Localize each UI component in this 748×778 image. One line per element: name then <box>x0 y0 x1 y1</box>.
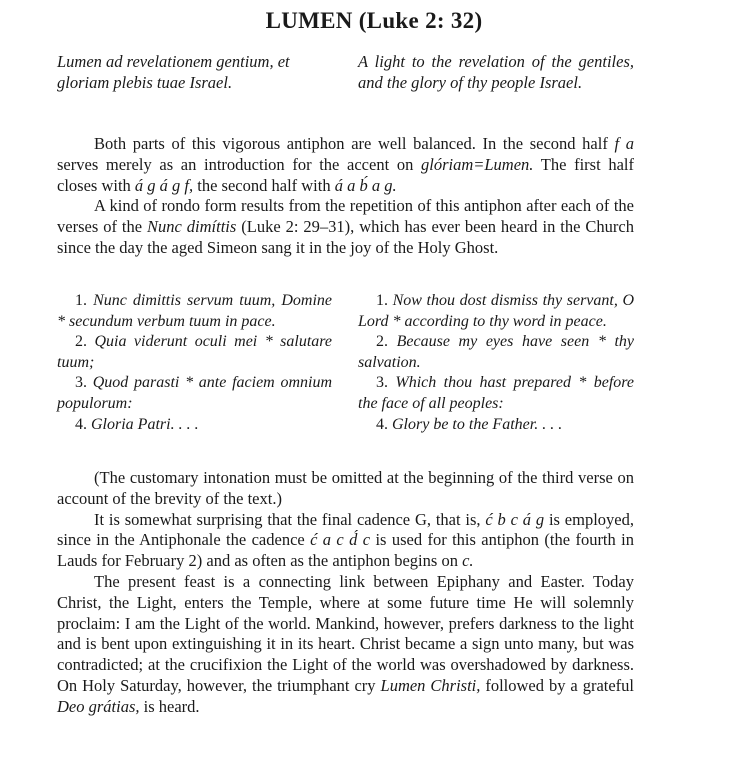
verse-text: Now thou dost dismiss thy servant, O Lord * according to thy word in peace. <box>358 292 635 330</box>
verse-item <box>57 332 332 373</box>
latin-term: glóriam=Lumen. <box>420 154 534 174</box>
verse-number: 1. <box>376 292 388 309</box>
verse-number: 4. <box>75 415 87 433</box>
verse-text: Glory be to the Father. . . . <box>392 415 563 433</box>
paragraph-cadence <box>57 510 634 572</box>
text-run: the second half with <box>193 175 335 195</box>
neume-notation: c. <box>462 551 474 571</box>
text-run: followed by a grateful <box>480 675 634 695</box>
neume-notation: á g á g f, <box>134 175 194 195</box>
neume-notation: ć a c d́ c <box>310 530 371 550</box>
text-run: is heard. <box>139 696 200 716</box>
verse-text: Because my eyes have seen * thy salvation. <box>358 333 635 371</box>
verse-item <box>57 415 332 436</box>
verse-item <box>358 373 634 414</box>
verse-text: Quia viderunt oculi mei * salutare tuum; <box>57 333 333 371</box>
antiphon-latin: Lumen ad revelationem gentium, et gloriam plebis tuae Israel. <box>57 52 290 92</box>
latin-term: Deo grátias, <box>57 696 140 716</box>
text-run: is used for this antiphon (the fourth in Lauds for February 2) and as often as the antiphon begins on <box>57 530 634 571</box>
neume-notation: ć b c á g <box>485 509 545 529</box>
verse-text: Which thou hast prepared * before the face of all peoples: <box>358 374 634 412</box>
verse-text: Quod parasti * ante faciem omnium populorum: <box>57 374 333 412</box>
verse-text: Nunc dimittis servum tuum, Domine * secundum verbum tuum in pace. <box>57 292 333 330</box>
page-title: LUMEN (Luke 2: 32) <box>265 8 483 33</box>
paragraph-intonation-note: (The customary intonation must be omitted at the beginning of the third verse on account of the brevity of the text.) <box>57 468 634 508</box>
latin-term: Nunc dimíttis <box>147 217 237 237</box>
verses-english <box>358 291 634 435</box>
neume-notation: á a b́ a g. <box>334 175 397 195</box>
verse-item <box>358 415 634 436</box>
verse-text: Gloria Patri. . . . <box>91 415 199 433</box>
latin-term: Lumen Christi, <box>380 675 481 695</box>
verse-item <box>358 332 634 373</box>
verses-latin <box>57 291 332 435</box>
text-run: serves merely as an introduction for the accent on <box>57 154 421 174</box>
verse-number: 1. <box>75 292 87 309</box>
verse-item <box>358 291 634 332</box>
verse-number: 2. <box>75 333 87 351</box>
text-run: A kind of rondo form results from the repetition of this antiphon after each of the verses of the <box>57 196 634 237</box>
text-run: The first half closes with <box>57 154 634 195</box>
text-run: The present feast is a connecting link between Epiphany and Easter. Today Christ, the Light, enters the Temple, where at some future time He will solemnly proclaim: I am the Light of the world. Mankind, however, prefers darkness to the light and is bent upon extinguishing it in its heart. Christ became a sign unto many, but was contradicted; at the crucifixion the Light of the world was overshadowed by darkness. On Holy Saturday, however, the triumphant cry <box>57 571 634 695</box>
commentary-top <box>57 134 634 259</box>
text-run: is employed, since in the Antiphonale the cadence <box>57 509 634 550</box>
text-run: It is somewhat surprising that the final cadence G, that is, <box>94 509 486 529</box>
text-run: (Luke 2: 29–31), which has ever been heard in the Church since the day the aged Simeon sang it in the joy of the Holy Ghost. <box>57 217 634 257</box>
text-run: Both parts of this vigorous antiphon are well balanced. In the second half <box>94 134 615 153</box>
verse-item <box>57 291 332 332</box>
verse-number: 3. <box>376 374 388 392</box>
verse-item <box>57 373 332 414</box>
verse-number: 2. <box>376 333 388 351</box>
verse-number: 4. <box>376 415 388 433</box>
neume-notation: f a <box>614 134 634 153</box>
commentary-bottom <box>57 468 634 718</box>
paragraph-feast <box>57 572 634 718</box>
verse-number: 3. <box>75 374 87 392</box>
paragraph-rondo <box>57 196 634 258</box>
paragraph-balance <box>57 134 634 196</box>
antiphon-english: A light to the revelation of the gentiles, and the glory of thy people Israel. <box>358 52 634 92</box>
